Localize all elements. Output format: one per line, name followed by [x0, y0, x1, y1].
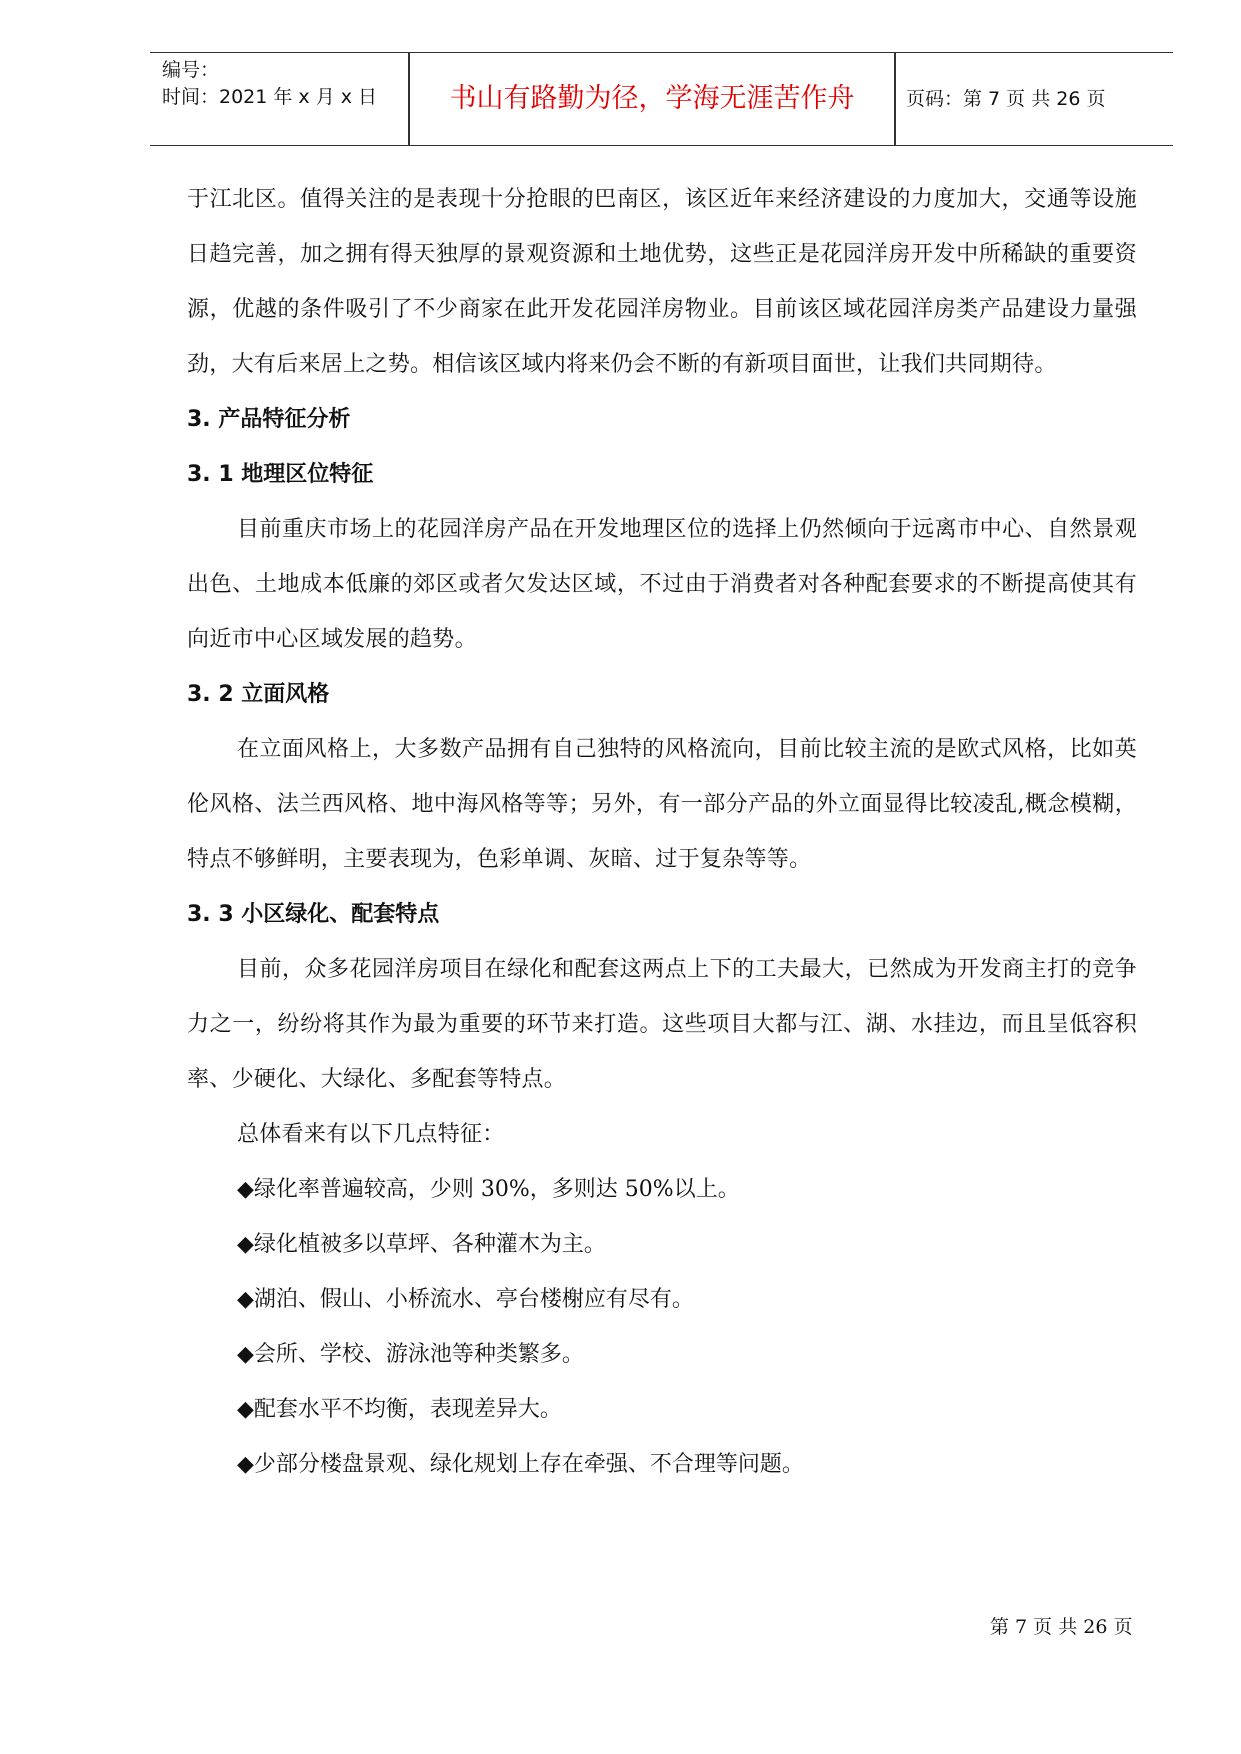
summary-line: 总体看来有以下几点特征： — [237, 1122, 505, 1147]
paragraph: 目前重庆市场上的花园洋房产品在开发地理区位的选择上仍然倾向于远离市中心、自然景观出色、土地成本低廉的郊区或者欠发达区域，不过由于消费者对各种配套要求的不断提高使其有向近市中心区域发展的趋势。 — [187, 517, 1137, 652]
header-meta — [162, 57, 377, 111]
header-divider — [894, 53, 896, 145]
paragraph: 在立面风格上，大多数产品拥有自己独特的风格流向，目前比较主流的是欧式风格，比如英伦风格、法兰西风格、地中海风格等等；另外，有一部分产品的外立面显得比较凌乱,概念模糊，特点不够鲜明，主要表现为，色彩单调、灰暗、过于复杂等等。 — [187, 737, 1137, 872]
subsection-heading: 3. 1 地理区位特征 — [187, 462, 374, 487]
section-heading: 3. 产品特征分析 — [187, 407, 351, 432]
list-item: ◆会所、学校、游泳池等种类繁多。 — [237, 1342, 584, 1367]
paragraph: 于江北区。值得关注的是表现十分抢眼的巴南区，该区近年来经济建设的力度加大，交通等设施日趋完善，加之拥有得天独厚的景观资源和土地优势，这些正是花园洋房开发中所稀缺的重要资源，优越的条件吸引了不少商家在此开发花园洋房物业。目前该区域花园洋房类产品建设力量强劲，大有后来居上之势。相信该区域内将来仍会不断的有新项目面世，让我们共同期待。 — [187, 187, 1137, 377]
list-item: ◆湖泊、假山、小桥流水、亭台楼榭应有尽有。 — [237, 1287, 694, 1312]
document-time: 时间：2021 年 x 月 x 日 — [162, 86, 378, 108]
paragraph: 目前，众多花园洋房项目在绿化和配套这两点上下的工夫最大，已然成为开发商主打的竞争力之一，纷纷将其作为最为重要的环节来打造。这些项目大都与江、湖、水挂边，而且呈低容积率、少硬化、大绿化、多配套等特点。 — [187, 957, 1137, 1092]
list-item: ◆绿化率普遍较高，少则 30%，多则达 50%以上。 — [237, 1177, 740, 1202]
list-item: ◆配套水平不均衡，表现差异大。 — [237, 1397, 562, 1422]
list-item: ◆少部分楼盘景观、绿化规划上存在牵强、不合理等问题。 — [237, 1452, 804, 1477]
header-page-number: 页码：第 7 页 共 26 页 — [906, 88, 1106, 110]
subsection-heading: 3. 3 小区绿化、配套特点 — [187, 902, 440, 927]
document-body — [187, 172, 1137, 1492]
document-number-label: 编号： — [162, 59, 220, 81]
header-motto: 书山有路勤为径，学海无涯苦作舟 — [449, 83, 855, 114]
page-header — [150, 52, 1173, 146]
page-footer: 第 7 页 共 26 页 — [990, 1616, 1133, 1638]
list-item: ◆绿化植被多以草坪、各种灌木为主。 — [237, 1232, 606, 1257]
subsection-heading: 3. 2 立面风格 — [187, 682, 330, 707]
